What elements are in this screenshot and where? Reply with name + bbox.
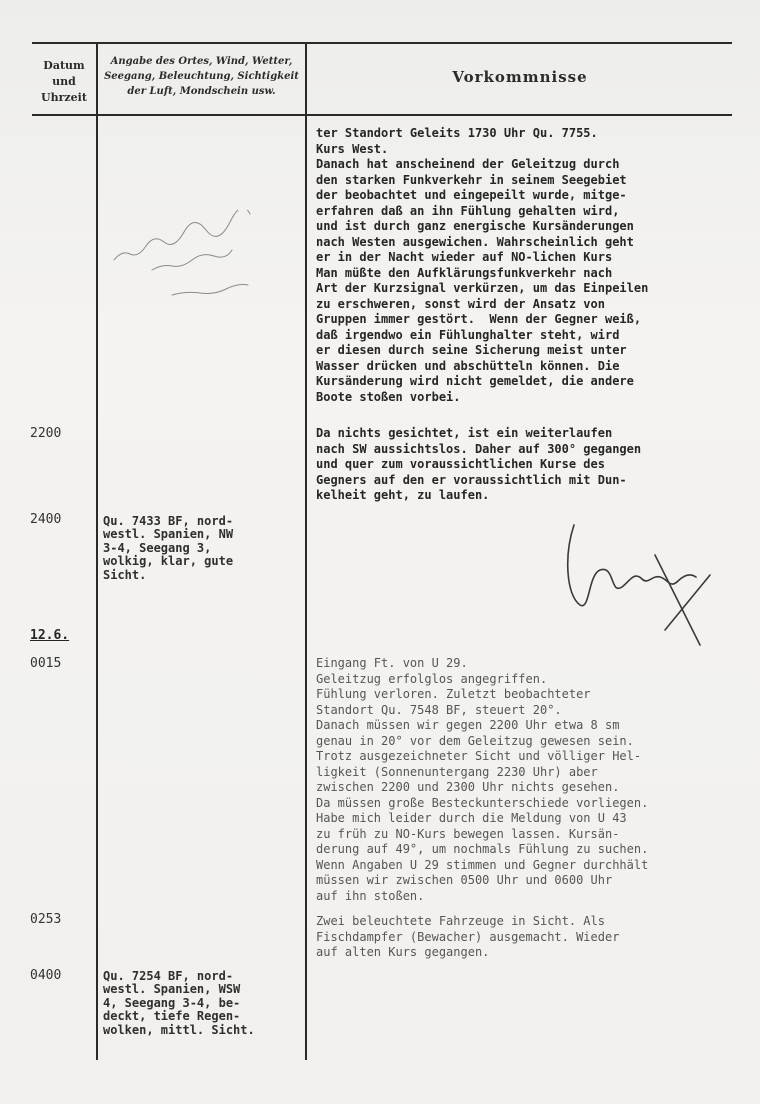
time-2400: 2400 — [30, 512, 62, 527]
time-2200: 2200 — [30, 426, 62, 441]
header-date-time: Datum und Uhrzeit — [41, 59, 87, 104]
location-2400: Qu. 7433 BF, nord- westl. Spanien, NW 3-4, Seegang 3, wolkig, klar, gute Sicht. — [103, 514, 234, 582]
date-12-6: 12.6. — [30, 628, 70, 643]
column-divider-2 — [305, 42, 307, 1060]
header-events: Vorkommnisse — [452, 68, 588, 86]
location-0400: Qu. 7254 BF, nord- westl. Spanien, WSW 4, Seegang 3-4, be- deckt, tiefe Regen- wolken, mittl. Sicht. — [103, 969, 255, 1037]
time-0253: 0253 — [30, 912, 62, 927]
header-bottom-rule — [32, 114, 732, 116]
time-0400: 0400 — [30, 968, 62, 983]
event-text-0015: Eingang Ft. von U 29. Geleitzug erfolglos angegriffen. Fühlung verloren. Zuletzt beobachteter Standort Qu. 7548 BF, steuert 20°. Danach müssen wir gegen 2200 Uhr etwa 8 sm genau in 20° vor dem Geleitzug gewesen sein. Trotz ausgezeichneter Sicht und völliger Hel- ligkeit (Sonnenuntergang 2230 Uhr) aber zwischen 2200 und 2300 Uhr nichts gesehen. Da müssen große Besteckunterschiede vorliegen. Habe mich leider durch die Meldung von U 43 zu früh zu NO-Kurs bewegen lassen. Kursän- derung auf 49°, um nochmals Fühlung zu suchen. Wenn Angaben U 29 stimmen und Gegner durchhält müssen wir zwischen 0500 Uhr und 0600 Uhr auf ihn stoßen. — [316, 656, 649, 903]
table-top-rule — [32, 42, 732, 44]
event-text-0253: Zwei beleuchtete Fahrzeuge in Sicht. Als Fischdampfer (Bewacher) ausgemacht. Wieder auf alten Kurs gegangen. — [316, 914, 620, 959]
commander-signature — [560, 515, 720, 655]
event-text-2200: Da nichts gesichtet, ist ein weiterlaufen nach SW aussichtslos. Daher auf 300° gegangen und quer zum voraussichtlichen Kurse des Gegners auf den er voraussichtlich mit Dun- kelheit geht, zu laufen. — [316, 426, 642, 502]
handwritten-margin-note — [112, 210, 292, 320]
column-divider-1 — [96, 42, 98, 1060]
header-location-weather: Angabe des Ortes, Wind, Wetter, Seegang, Beleuchtung, Sichtigkeit der Luft, Mondschein usw. — [104, 56, 299, 97]
event-text-continued: ter Standort Geleits 1730 Uhr Qu. 7755. Kurs West. Danach hat anscheinend der Geleitzug durch den starken Funkverkehr in seinem Seegebiet der beobachtet und eingepeilt wurde, mitge- erfahren daß an ihn Fühlung gehalten wird, und ist durch ganz energische Kursänderungen nach Westen ausgewichen. Wahrscheinlich geht er in der Nacht wieder auf NO-lichen Kurs Man müßte den Aufklärungsfunkverkehr nach Art der Kurzsignal verkürzen, um das Einpeilen zu erschweren, sonst wird der Ansatz von Gruppen immer gestört. Wenn der Gegner weiß, daß irgendwo ein Fühlunghalter steht, wird er diesen durch seine Sicherung meist unter Wasser drücken und abschütteln können. Die Kursänderung wird nicht gemeldet, die andere Boote stoßen vorbei. — [316, 126, 649, 404]
time-0015: 0015 — [30, 656, 62, 671]
